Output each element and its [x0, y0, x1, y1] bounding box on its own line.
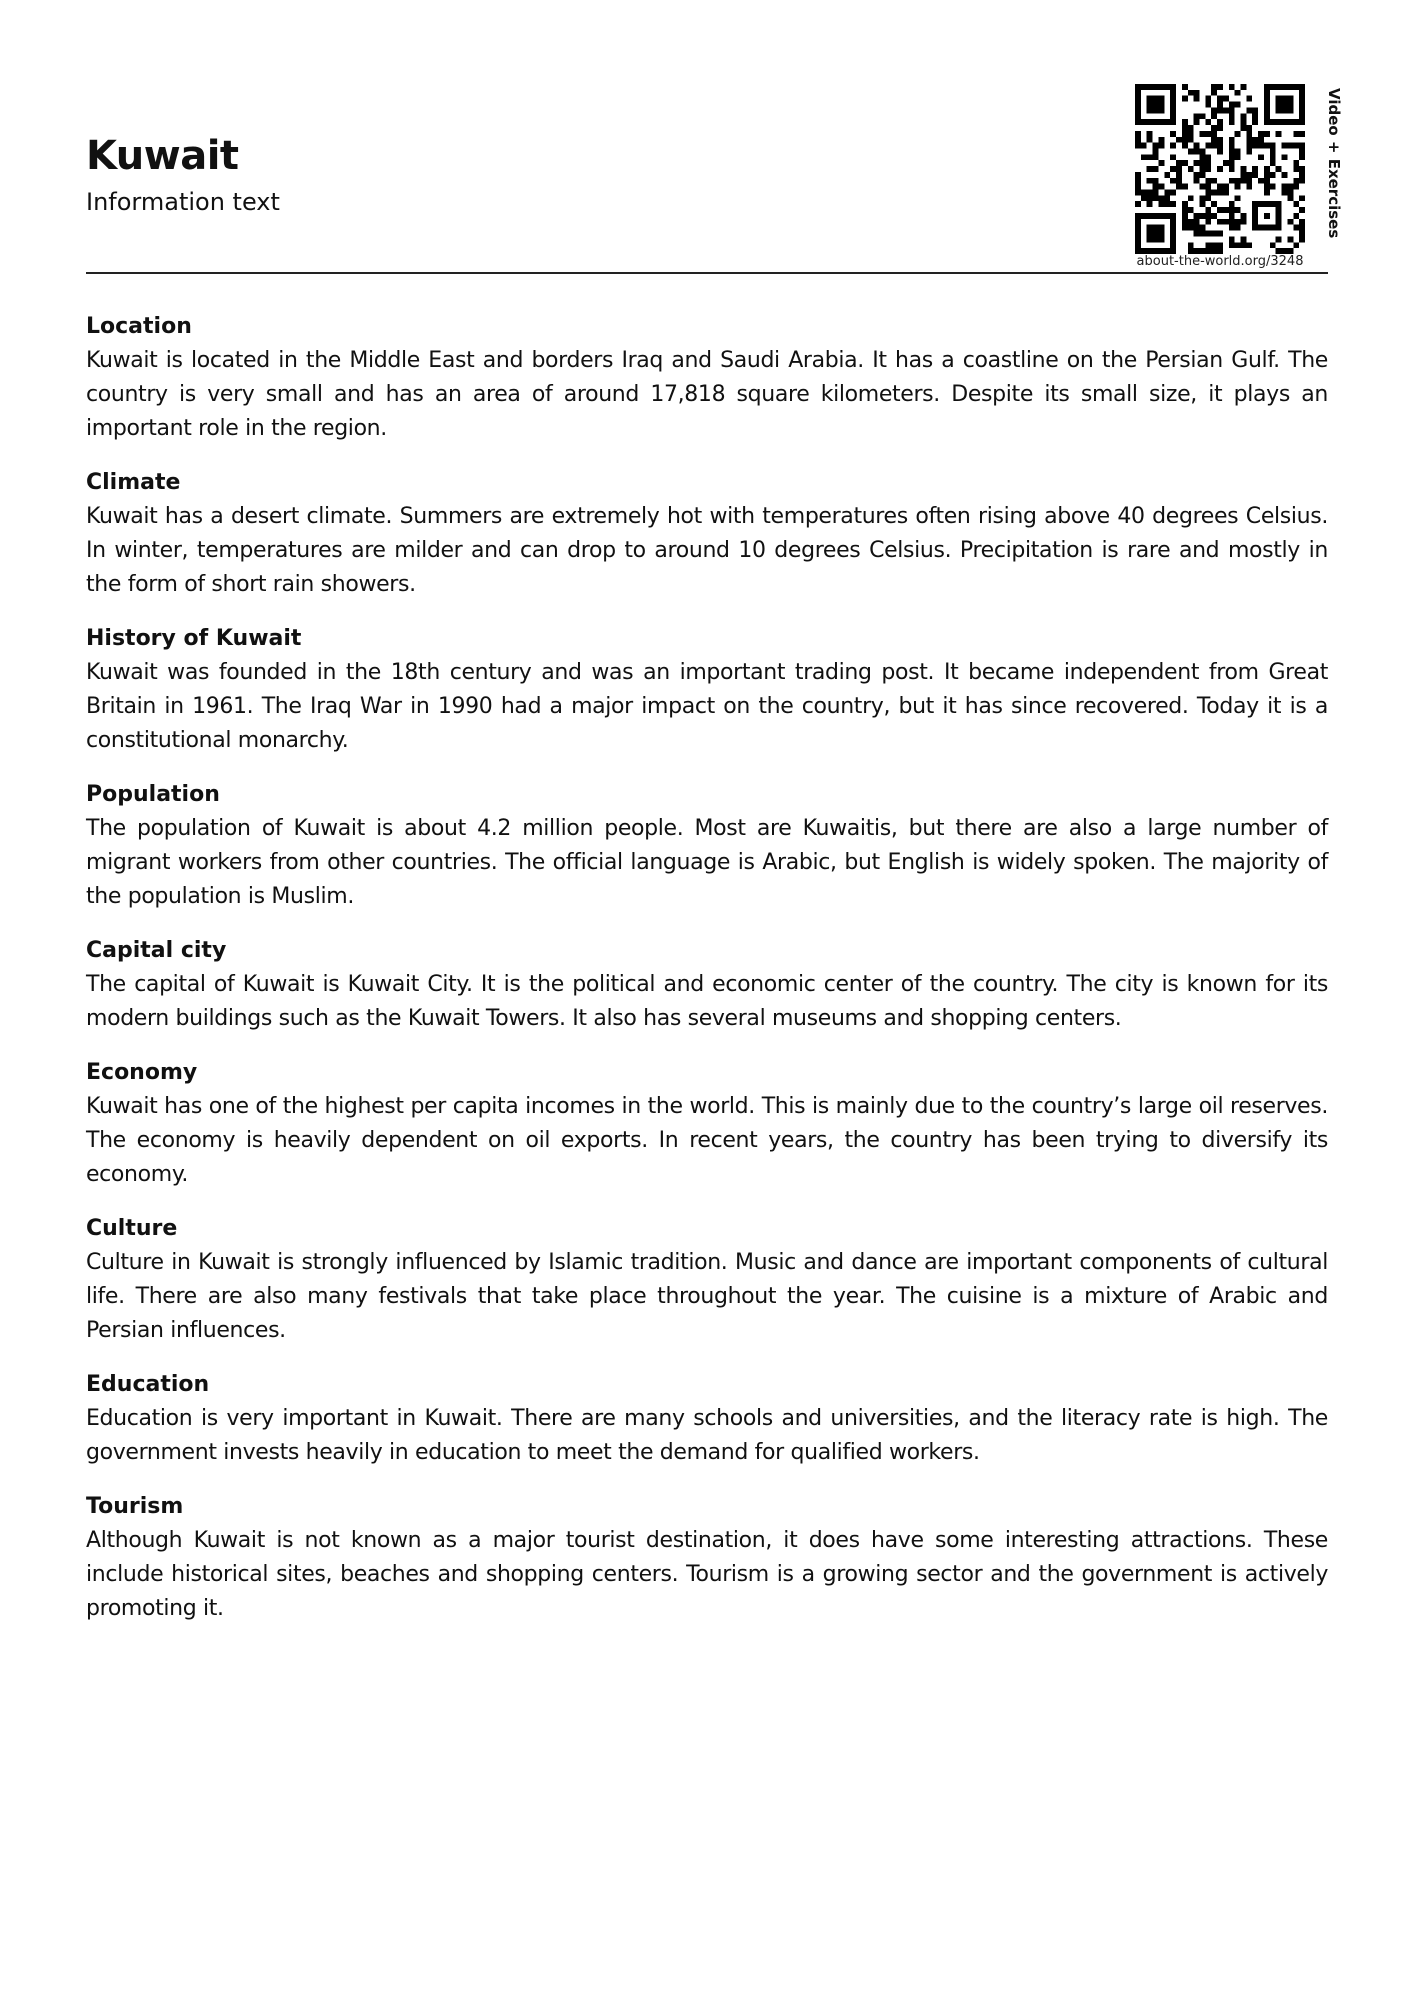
- section-tourism: [86, 1490, 1328, 1626]
- page-subtitle: Information text: [86, 188, 280, 216]
- section-location: [86, 310, 1328, 446]
- section-text: The capital of Kuwait is Kuwait City. It is the political and economic center of the country. The city is known for its modern buildings such as the Kuwait Towers. It also has several museums and shopping centers.: [86, 972, 1328, 1031]
- section-heading: History of Kuwait: [86, 626, 302, 651]
- section-text: Although Kuwait is not known as a major tourist destination, it does have some interesting attractions. These include historical sites, beaches and shopping centers. Tourism is a growing sector and the government is actively promoting it.: [86, 1528, 1328, 1621]
- section-heading: Economy: [86, 1060, 198, 1085]
- section-text: The population of Kuwait is about 4.2 million people. Most are Kuwaitis, but there are also a large number of migrant workers from other countries. The official language is Arabic, but English is widely spoken. The majority of the population is Muslim.: [86, 816, 1328, 909]
- section-text: Culture in Kuwait is strongly influenced by Islamic tradition. Music and dance are important components of cultural life. There are also many festivals that take place throughout the year. The cuisine is a mixture of Arabic and Persian influences.: [86, 1250, 1328, 1343]
- section-climate: [86, 466, 1328, 602]
- section-text: Kuwait is located in the Middle East and borders Iraq and Saudi Arabia. It has a coastline on the Persian Gulf. The country is very small and has an area of around 17,818 square kilometers. Despite its small size, it plays an important role in the region.: [86, 348, 1328, 441]
- section-education: [86, 1368, 1328, 1470]
- section-heading: Tourism: [86, 1494, 184, 1519]
- qr-url-link[interactable]: about-the-world.org/3248: [1136, 254, 1304, 269]
- section-capital-city: [86, 934, 1328, 1036]
- section-text: Kuwait was founded in the 18th century and was an important trading post. It became independent from Great Britain in 1961. The Iraq War in 1990 had a major impact on the country, but it has since recovered. Today it is a constitutional monarchy.: [86, 660, 1328, 753]
- qr-side-label: Video + Exercises: [1325, 88, 1343, 239]
- section-heading: Culture: [86, 1216, 178, 1241]
- section-culture: [86, 1212, 1328, 1348]
- section-heading: Climate: [86, 470, 181, 495]
- section-heading: Capital city: [86, 938, 227, 963]
- header-divider: [86, 272, 1328, 274]
- section-heading: Location: [86, 314, 192, 339]
- section-economy: [86, 1056, 1328, 1192]
- qr-code-icon[interactable]: [1135, 84, 1305, 254]
- page-title: Kuwait: [86, 133, 239, 179]
- article-body: [86, 310, 1328, 1646]
- section-text: Kuwait has a desert climate. Summers are extremely hot with temperatures often rising above 40 degrees Celsius. In winter, temperatures are milder and can drop to around 10 degrees Celsius. Precipitation is rare and mostly in the form of short rain showers.: [86, 504, 1328, 597]
- section-history: [86, 622, 1328, 758]
- section-heading: Education: [86, 1372, 210, 1397]
- section-text: Kuwait has one of the highest per capita incomes in the world. This is mainly due to the country’s large oil reserves. The economy is heavily dependent on oil exports. In recent years, the country has been trying to diversify its economy.: [86, 1094, 1328, 1187]
- section-text: Education is very important in Kuwait. There are many schools and universities, and the literacy rate is high. The government invests heavily in education to meet the demand for qualified workers.: [86, 1406, 1328, 1465]
- document-header: [86, 80, 1343, 275]
- qr-code-block[interactable]: [1121, 80, 1343, 270]
- section-heading: Population: [86, 782, 220, 807]
- section-population: [86, 778, 1328, 914]
